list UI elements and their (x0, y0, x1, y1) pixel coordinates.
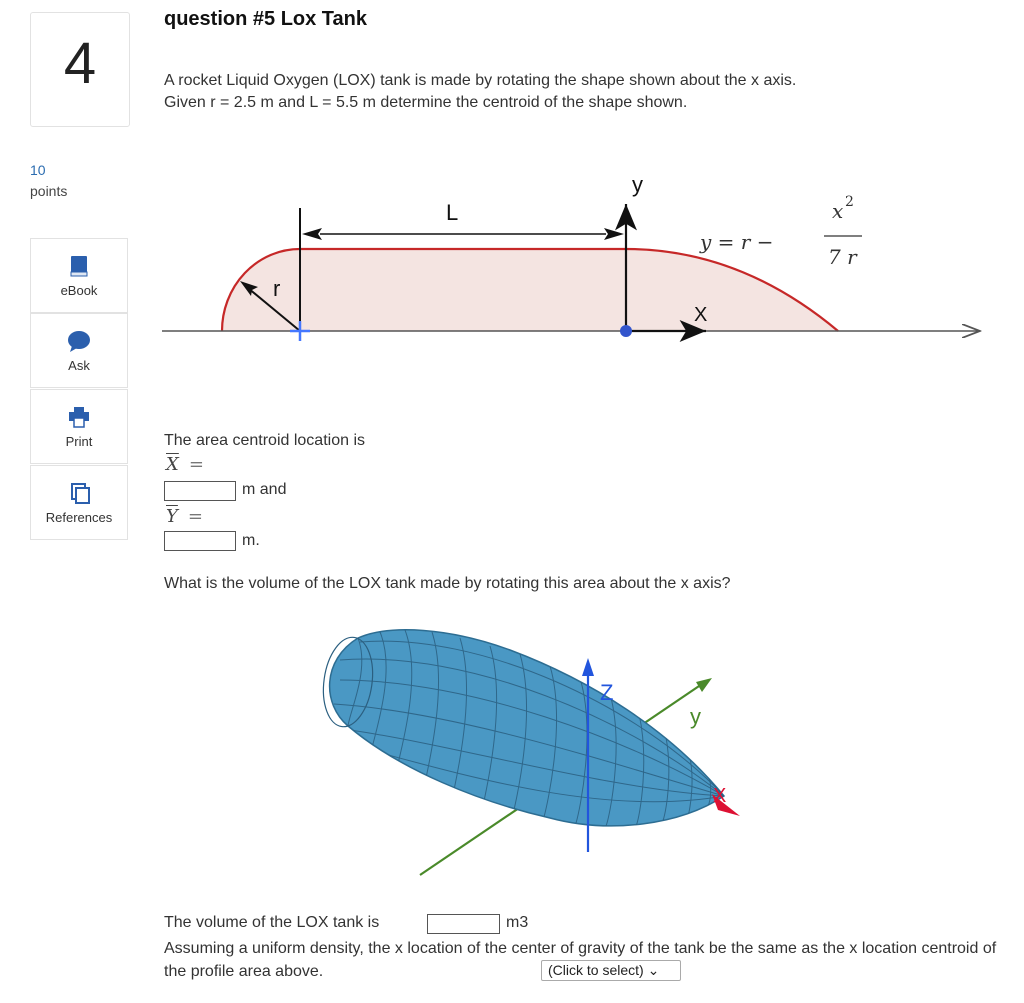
print-label: Print (65, 434, 93, 449)
question-prompt (164, 70, 796, 114)
l-arrow-right-head (604, 228, 624, 240)
equation-denominator: 7 r (828, 245, 857, 269)
xbar-input[interactable] (164, 481, 236, 501)
ybar-unit: m. (242, 532, 260, 549)
assumption-text: Assuming a uniform density, the x location of the center of gravity of the tank be the same as the x location centroid of the profile area above. (164, 940, 997, 980)
question-title: question #5 Lox Tank (164, 8, 367, 30)
ybar-input[interactable] (164, 531, 236, 551)
centroid-intro: The area centroid location is (164, 432, 365, 449)
ebook-label: eBook (60, 283, 98, 298)
label-z-3d: Z (600, 680, 614, 705)
question-number-box (30, 12, 130, 127)
label-y-3d: y (690, 704, 701, 729)
chat-icon (66, 330, 92, 352)
xbar-symbol: $\overline{X}$ (166, 454, 179, 475)
references-button[interactable] (30, 465, 128, 540)
question-number: 4 (63, 31, 97, 96)
prompt-line-1: A rocket Liquid Oxygen (LOX) tank is made by rotating the shape shown about the x axis. (164, 72, 797, 89)
z-axis-3d-head (582, 658, 594, 676)
xbar-unit: m and (242, 481, 287, 498)
assumption-select[interactable]: (Click to select) ⌄ (541, 960, 681, 981)
y-axis-3d-head (696, 678, 712, 692)
volume-unit: m3 (506, 914, 529, 931)
references-label: References (45, 510, 113, 525)
ybar-label (166, 506, 203, 527)
ask-label: Ask (68, 358, 90, 373)
references-icon (66, 482, 92, 504)
prompt-line-2: Given r = 2.5 m and L = 5.5 m determine the centroid of the shape shown. (164, 94, 688, 111)
ask-button[interactable] (30, 313, 128, 388)
l-arrow-left-head (302, 228, 322, 240)
profile-area (222, 249, 838, 331)
label-x: X (694, 304, 708, 326)
label-x-3d: X (713, 785, 727, 807)
equation-exponent: 2 (845, 194, 854, 210)
label-L: L (446, 200, 459, 225)
book-icon (66, 255, 92, 277)
ybar-symbol: $\overline{Y}$ (166, 506, 178, 527)
equation-lhs: y = r − (700, 230, 774, 254)
ybar-equals: = (187, 506, 203, 527)
print-button[interactable] (30, 389, 128, 464)
points-value: 10 (30, 162, 46, 178)
xbar-equals: = (188, 454, 204, 475)
equation-numerator: x (832, 199, 844, 223)
volume-input[interactable] (427, 914, 500, 934)
profile-diagram (160, 170, 990, 360)
points-label: points (30, 183, 68, 199)
xbar-label (166, 454, 204, 475)
volume-answer-prefix: The volume of the LOX tank is (164, 914, 380, 931)
printer-icon (66, 406, 92, 428)
tank-3d-diagram (310, 620, 750, 885)
ebook-button[interactable] (30, 238, 128, 313)
origin-dot (620, 325, 632, 337)
volume-question: What is the volume of the LOX tank made by rotating this area about the x axis? (164, 575, 731, 592)
label-y: y (632, 172, 643, 197)
label-r: r (273, 276, 281, 301)
